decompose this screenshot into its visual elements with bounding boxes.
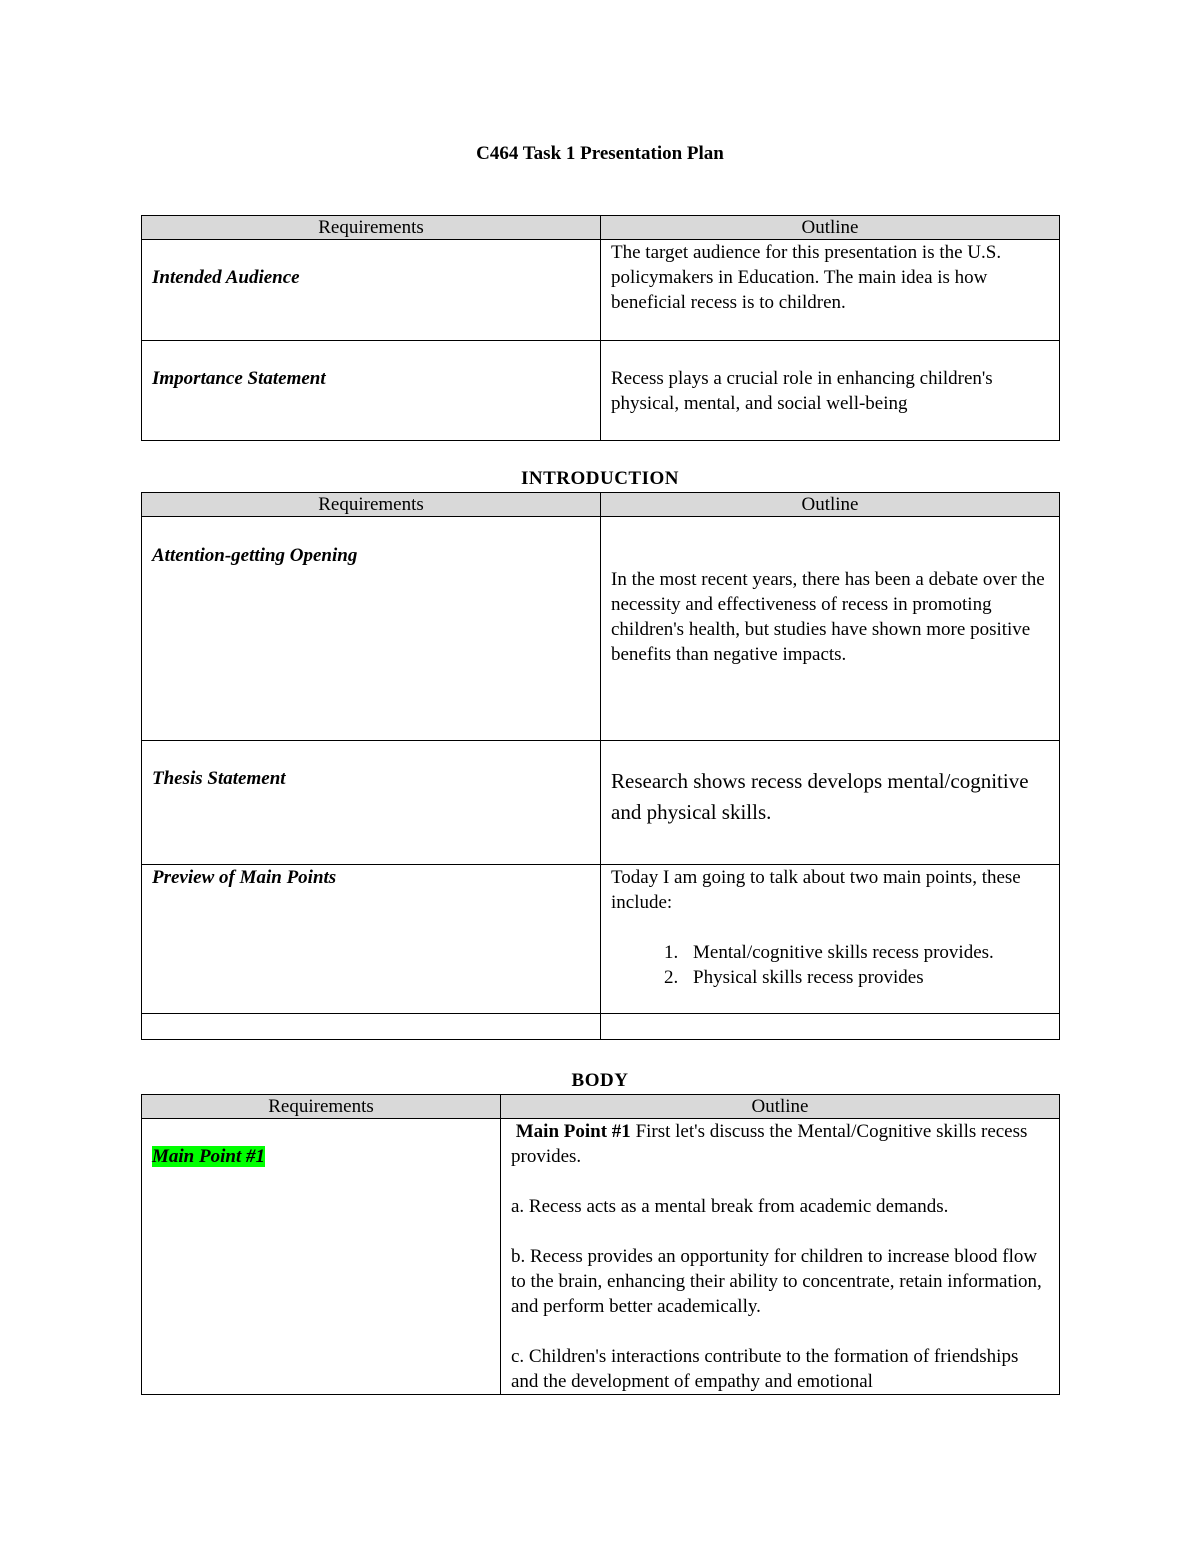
requirement-cell — [142, 741, 601, 865]
main-point-lead — [511, 1119, 1049, 1169]
requirement-label: Preview of Main Points — [152, 867, 337, 888]
table-header-row — [142, 216, 1060, 240]
requirement-cell — [142, 341, 601, 441]
requirement-label: Thesis Statement — [152, 768, 286, 789]
requirement-label: Intended Audience — [152, 267, 300, 288]
requirement-cell — [142, 240, 601, 341]
requirement-cell — [142, 1014, 601, 1040]
outline-text: Recess plays a crucial role in enhancing children's physical, mental, and social well-being — [611, 368, 993, 414]
outline-text: In the most recent years, there has been a debate over the necessity and effectiveness of recess in promoting children's health, but studies have shown more positive benefits than negative impacts. — [611, 569, 1045, 665]
column-header-outline: Outline — [601, 493, 1060, 517]
introduction-table — [141, 492, 1060, 1040]
outline-cell — [501, 1119, 1060, 1395]
outline-cell — [601, 1014, 1060, 1040]
outline-cell — [601, 240, 1060, 341]
requirement-label: Importance Statement — [152, 368, 326, 389]
table-row — [142, 741, 1060, 865]
sub-point-a: a. Recess acts as a mental break from academic demands. — [511, 1196, 949, 1217]
main-points-list — [611, 940, 1049, 990]
outline-cell — [601, 341, 1060, 441]
table-row — [142, 240, 1060, 341]
column-header-outline: Outline — [501, 1095, 1060, 1119]
table-header-row — [142, 493, 1060, 517]
outline-text: Today I am going to talk about two main points, these include: — [611, 867, 1021, 913]
outline-cell — [601, 741, 1060, 865]
list-item: 1. Mental/cognitive skills recess provides. — [683, 940, 1049, 965]
outline-text: The target audience for this presentation is the U.S. policymakers in Education. The main idea is how beneficial recess is to children. — [611, 242, 1002, 313]
requirement-cell — [142, 517, 601, 741]
outline-cell — [601, 865, 1060, 1014]
outline-cell — [601, 517, 1060, 741]
outline-text: Research shows recess develops mental/cognitive and physical skills. — [611, 769, 1029, 824]
overview-table — [141, 215, 1060, 441]
table-row-empty — [142, 1014, 1060, 1040]
table-row — [142, 865, 1060, 1014]
requirement-cell — [142, 1119, 501, 1395]
column-header-requirements: Requirements — [142, 493, 601, 517]
requirement-label: Attention-getting Opening — [152, 545, 358, 566]
table-row — [142, 517, 1060, 741]
requirement-cell — [142, 865, 601, 1014]
sub-point-b: b. Recess provides an opportunity for children to increase blood flow to the brain, enhancing their ability to concentrate, retain information, and perform better academically. — [511, 1246, 1042, 1317]
main-point-label-highlighted: Main Point #1 — [152, 1146, 265, 1167]
body-table — [141, 1094, 1060, 1395]
table-row — [142, 1119, 1060, 1395]
sub-point-c: c. Children's interactions contribute to the formation of friendships and the development of empathy and emotional — [511, 1346, 1019, 1392]
section-heading-body: BODY — [571, 1070, 629, 1091]
table-row — [142, 341, 1060, 441]
main-point-lead-bold: Main Point #1 — [515, 1121, 631, 1142]
column-header-outline: Outline — [601, 216, 1060, 240]
column-header-requirements: Requirements — [142, 216, 601, 240]
main-point-lead-text: First let's discuss the Mental/Cognitive skills recess provides. — [511, 1121, 1028, 1167]
list-item: 2. Physical skills recess provides — [683, 965, 1049, 990]
section-heading-introduction: INTRODUCTION — [520, 468, 680, 489]
document-title: C464 Task 1 Presentation Plan — [476, 143, 724, 164]
table-header-row — [142, 1095, 1060, 1119]
column-header-requirements: Requirements — [142, 1095, 501, 1119]
